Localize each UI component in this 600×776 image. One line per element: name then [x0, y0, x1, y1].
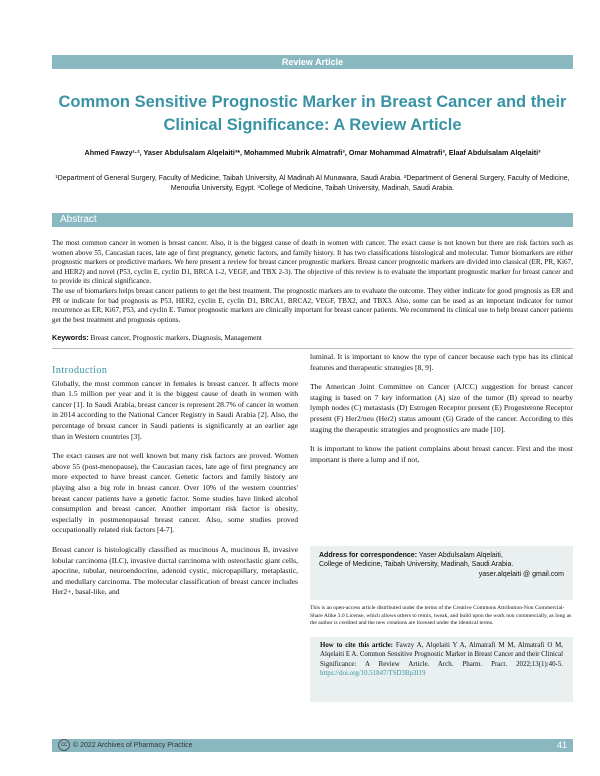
body-paragraph: The American Joint Committee on Cancer (AJCC) suggestion for breast cancer staging is based on 7 key information (A) size of the tumor (B) spread to nearby lymph nodes (C) metastasis (D) Estrogen Receptor present (E) Progesterone Receptor present (F) Her2/neu (Her2) status amount (G) Grade of the cancer. According to this staging the therapeutic strategies and prognostics are made [10]. — [310, 382, 573, 434]
abstract-paragraph-1: The most common cancer in women is breast cancer. Also, it is the biggest cause of death in women with cancer. The exact cause is not known but there are risk factors such as women above 55, Caucasian races, late age of first pregnancy, genetic factors, and family history. It has two classifications histological and molecular. Tumor biomarkers are either prognostic markers or predictive markers. We here present a review for breast cancer prognostic markers. Breast cancer prognostic markers are divided into classical (ER, PR, Ki67, and HER2) and novel (P53, cyclin E, cyclin D1, BRCA 1-2, VEGF, and TBX 2-3). The objective of this review is to evaluate the important prognostic marker for breast cancer and to provide its clinical significance. — [52, 239, 573, 286]
license-note: This is an open-access article distributed under the terms of the Creative Commons Attribution-Non Commercial-Share Alike 3.0 License, which allows others to remix, tweak, and build upon the work non commercially, as long as the author is credited and the new creations are licensed under the identical terms. — [310, 605, 572, 627]
keywords-text: Breast cancer, Prognostic markers, Diagnosis, Management — [90, 334, 262, 342]
keywords-label: Keywords: — [52, 333, 89, 342]
citation-label: How to cite this article: — [320, 642, 393, 649]
correspondence-address: College of Medicine, Taibah University, Madinah, Saudi Arabia. — [319, 561, 514, 569]
keywords — [52, 333, 573, 344]
body-paragraph: Breast cancer is histologically classified as mucinous A, mucinous B, invasive lobular carcinoma (ILC), invasive ductal carcinoma with osteoclastic giant cells, apocrine, tubular, neuroendocrine, adenoid cystic, micropapillary, metaplastic, and medullary carcinoma. The molecular classification of breast cancer includes Her2+, basal-like, and — [52, 544, 298, 597]
creative-commons-icon: cc — [58, 739, 70, 751]
left-column — [52, 366, 298, 607]
body-paragraph: Globally, the most common cancer in females is breast cancer. It affects more than 1.5 million per year and it is the biggest cause of death in women with cancer [1]. In Saudi Arabia, breast cancer is represent 28.7% of cancer in women in 2014 according to the National Cancer Registry in Saudi Arabia [2]. Also, the percentage of breast cancer in Saudi patients is significantly at an earlier age than in Western countries [3]. — [52, 378, 298, 441]
abstract-paragraph-2: The use of biomarkers helps breast cancer patients to get the best treatment. The prognostic markers are to evaluate the outcome. They either indicate for good prognosis as ER and PR or indicate for bad prognosis as P53, HER2, cyclin E, cyclin D1, BRCA1, BRCA2, VEGF, TBX2, and TBX3. Also, some can be used as an important indicator for tumor recurrence as ER, Ki67, P53, and cyclin E. Tumor prognostic markers are clinically important for breast cancer patients. We recommend its clinical use to help breast cancer patients get the best treatment and prognosis options. — [52, 286, 573, 324]
page-footer — [52, 739, 573, 752]
section-divider — [52, 348, 573, 349]
correspondence-email[interactable]: yaser.alqelaiti @ gmail.com — [478, 570, 564, 578]
body-paragraph: luminal. It is important to know the type of cancer because each type has its clinical features and therapeutic strategies [8, 9]. — [310, 352, 573, 372]
citation-text: Fawzy A, Alqelaiti Y A, Almatrafi M M, Almatrafi O M, Alqelaiti E A. Common Sensitive Prognostic Marker in Breast Cancer and their Clinical Significance: A Review Article. Arch. Pharm. Pract. 2022;13(1):40-5. — [320, 642, 563, 668]
affiliations: ¹Department of General Surgery, Faculty of Medicine, Taibah University, Al Madinah Al Munawara, Saudi Arabia. ²Department of General Surgery, Faculty of Medicine, Menoufia University, Egypt. ³College of Medicine, Taibah University, Madinah, Saudi Arabia. — [55, 175, 570, 192]
introduction-heading: Introduction — [52, 365, 108, 376]
abstract-body — [52, 239, 573, 325]
footer-journal: © 2022 Archives of Pharmacy Practice — [73, 742, 193, 749]
correspondence-label: Address for correspondence: — [319, 552, 418, 559]
body-paragraph: It is important to know the patient complains about breast cancer. First and the most important is there a lump and if not, — [310, 444, 573, 464]
author-list: Ahmed Fawzy¹·², Yaser Abdulsalam Alqelaiti³*, Mohammed Mubrik Almatrafi³, Omar Mohammad Almatrafi³, Elaaf Abdulsalam Alqelaiti³ — [84, 148, 541, 157]
body-paragraph: The exact causes are not well known but many risk factors are proved. Women above 55 (post-menopause), the Caucasian races, late age of first pregnancy are more expected to have breast cancer. Genetic factors and family history are playing also a big role in breast cancer. Over 10% of the western countries' breast cancer patients have a genetic factor. Some studies have linked alcohol consumption and breast cancer. Another important risk factor is obesity, especially in postmenopausal breast cancer. Also, some studies proved occupationally related risk factors [4-7]. — [52, 451, 298, 535]
article-title: Common Sensitive Prognostic Marker in Breast Cancer and their Clinical Significance: A Review Article — [58, 93, 567, 134]
correspondence-name: Yaser Abdulsalam Alqelaiti, — [418, 552, 503, 559]
right-column — [310, 352, 573, 474]
abstract-heading: Abstract — [52, 213, 573, 227]
citation-box — [310, 637, 573, 702]
page-number: 41 — [556, 740, 567, 750]
doi-link[interactable]: https://doi.org/10.51847/TSD3Bp3I19 — [320, 670, 426, 678]
article-type-banner: Review Article — [52, 55, 573, 69]
correspondence-box — [310, 546, 573, 600]
